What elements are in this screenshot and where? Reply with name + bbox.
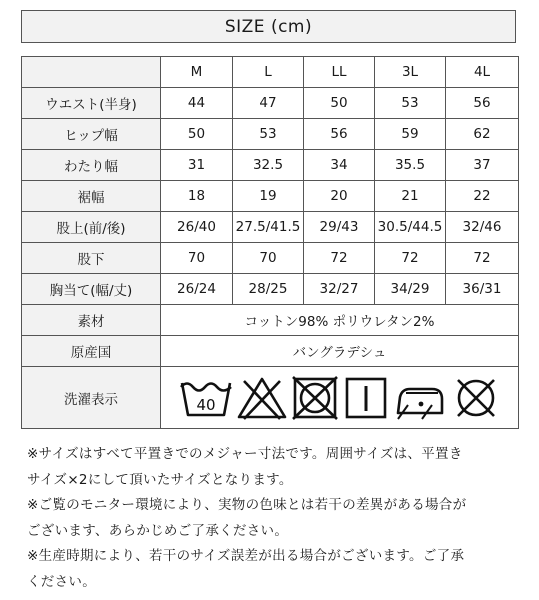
table-cell: 20 xyxy=(304,181,375,212)
table-cell: 34 xyxy=(304,150,375,181)
table-row xyxy=(22,181,519,212)
table-cell: 72 xyxy=(375,243,446,274)
table-cell: 19 xyxy=(233,181,304,212)
table-cell: 53 xyxy=(233,119,304,150)
size-table xyxy=(21,56,519,429)
table-row xyxy=(22,119,519,150)
care-icons xyxy=(161,375,518,421)
table-row xyxy=(22,212,519,243)
column-header-4l: 4L xyxy=(446,57,519,88)
note-line: ございます、あらかじめご了承ください。 xyxy=(27,522,289,539)
column-header-ll: LL xyxy=(304,57,375,88)
no-dry-clean-icon xyxy=(450,375,502,421)
wash-40-icon xyxy=(178,375,234,421)
wash-temp-label: 40 xyxy=(195,395,216,414)
note-line: ※サイズはすべて平置きでのメジャー寸法です。周囲サイズは、平置き xyxy=(27,446,463,462)
note-line: ※生産時期により、若干のサイズ誤差が出る場合がございます。ご了承 xyxy=(27,548,465,564)
note-line: ください。 xyxy=(27,573,96,590)
table-row xyxy=(22,274,519,305)
table-cell: 31 xyxy=(161,150,233,181)
table-cell: 18 xyxy=(161,181,233,212)
table-cell: 47 xyxy=(233,88,304,119)
table-cell: 32/46 xyxy=(446,212,519,243)
care-icons-cell xyxy=(161,367,519,429)
origin-label: 原産国 xyxy=(22,336,161,367)
material-value: コットン98% ポリウレタン2% xyxy=(161,305,519,336)
row-label-bib: 胸当て(幅/丈) xyxy=(22,274,161,305)
table-header-row xyxy=(22,57,519,88)
table-cell: 35.5 xyxy=(375,150,446,181)
table-cell: 32.5 xyxy=(233,150,304,181)
table-row xyxy=(22,88,519,119)
table-cell: 26/40 xyxy=(161,212,233,243)
notes-section xyxy=(27,442,517,595)
row-label-hip: ヒップ幅 xyxy=(22,119,161,150)
table-cell: 34/29 xyxy=(375,274,446,305)
table-cell: 62 xyxy=(446,119,519,150)
table-cell: 70 xyxy=(233,243,304,274)
iron-low-icon xyxy=(392,375,448,421)
table-cell: 50 xyxy=(161,119,233,150)
row-label-thigh: わたり幅 xyxy=(22,150,161,181)
table-cell: 44 xyxy=(161,88,233,119)
table-cell: 21 xyxy=(375,181,446,212)
table-cell: 28/25 xyxy=(233,274,304,305)
table-cell: 22 xyxy=(446,181,519,212)
note-line: ※ご覧のモニター環境により、実物の色味とは若干の差異がある場合が xyxy=(27,497,467,513)
table-cell: 37 xyxy=(446,150,519,181)
table-cell: 32/27 xyxy=(304,274,375,305)
column-header-m: M xyxy=(161,57,233,88)
size-title: SIZE (cm) xyxy=(21,10,516,43)
table-row xyxy=(22,243,519,274)
material-row xyxy=(22,305,519,336)
table-cell: 29/43 xyxy=(304,212,375,243)
care-row xyxy=(22,367,519,429)
origin-value: バングラデシュ xyxy=(161,336,519,367)
row-label-rise: 股上(前/後) xyxy=(22,212,161,243)
column-header-l: L xyxy=(233,57,304,88)
no-tumble-dry-icon xyxy=(290,375,340,421)
header-corner-cell xyxy=(22,57,161,88)
note-line: サイズ×2にして頂いたサイズとなります。 xyxy=(27,471,293,488)
column-header-3l: 3L xyxy=(375,57,446,88)
origin-row xyxy=(22,336,519,367)
table-cell: 36/31 xyxy=(446,274,519,305)
table-cell: 56 xyxy=(446,88,519,119)
table-cell: 27.5/41.5 xyxy=(233,212,304,243)
table-row xyxy=(22,150,519,181)
table-cell: 72 xyxy=(304,243,375,274)
care-label: 洗濯表示 xyxy=(22,367,161,429)
material-label: 素材 xyxy=(22,305,161,336)
table-cell: 50 xyxy=(304,88,375,119)
row-label-waist: ウエスト(半身) xyxy=(22,88,161,119)
row-label-inseam: 股下 xyxy=(22,243,161,274)
table-cell: 70 xyxy=(161,243,233,274)
no-bleach-icon xyxy=(236,375,288,421)
table-cell: 56 xyxy=(304,119,375,150)
table-cell: 30.5/44.5 xyxy=(375,212,446,243)
row-label-hem: 裾幅 xyxy=(22,181,161,212)
table-cell: 59 xyxy=(375,119,446,150)
table-cell: 53 xyxy=(375,88,446,119)
line-dry-icon xyxy=(342,375,390,421)
table-cell: 72 xyxy=(446,243,519,274)
table-cell: 26/24 xyxy=(161,274,233,305)
